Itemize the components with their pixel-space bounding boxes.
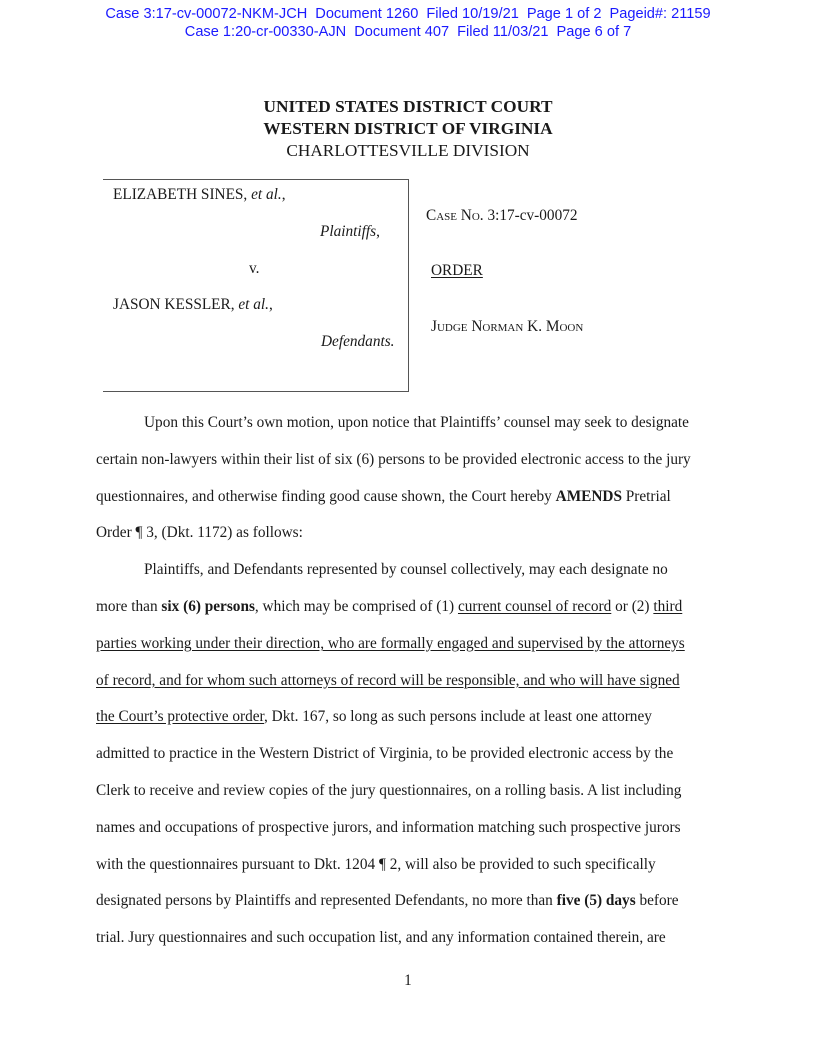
p2-text: or (2): [611, 597, 654, 615]
p2-line-10: [96, 883, 720, 920]
p1-line-3: [96, 479, 720, 516]
p1-line-1: Upon this Court’s own motion, upon notice that Plaintiffs’ counsel may seek to designate: [144, 414, 689, 431]
plaintiffs-label-text: Plaintiffs: [320, 223, 377, 240]
court-district: WESTERN DISTRICT OF VIRGINIA: [263, 119, 553, 138]
p2-line-6: admitted to practice in the Western District of Virginia, to be provided electronic access by the: [96, 745, 674, 763]
plaintiffs-label: [320, 223, 380, 241]
defendant-etal: et al.: [238, 296, 269, 313]
p2-text: , Dkt. 167, so long as such persons include at least one attorney: [264, 708, 652, 726]
filing-stamp-secondary: [0, 24, 816, 41]
defendants-label-text: Defendants.: [321, 333, 395, 350]
defendants-label: [321, 333, 395, 351]
p2-line-4: of record, and for whom such attorneys of record will be responsible, and who will have signed: [96, 671, 680, 689]
page-number: 1: [404, 972, 412, 989]
order-body: [96, 405, 720, 957]
p2-text: before: [635, 892, 679, 910]
stamp-case-number: Case 3:17-cv-00072-NKM-JCH: [105, 6, 308, 22]
plaintiff-etal: et al.: [251, 186, 282, 203]
p2-line-1: Plaintiffs, and Defendants represented by counsel collectively, may each designate no: [144, 561, 668, 579]
stamp-page: Page 1 of 2: [526, 6, 602, 22]
p1-line-2: certain non-lawyers within their list of six (6) persons to be provided electronic access to the jury: [96, 450, 691, 468]
p2-line-5: [96, 699, 720, 736]
p2-text: designated persons by Plaintiffs and represented Defendants, no more than: [96, 892, 557, 910]
stamp-document: Document 1260: [315, 6, 419, 22]
p1-line-3-post: Pretrial: [621, 487, 671, 505]
filing-stamp-primary: [0, 6, 816, 23]
stamp-pageid: Pageid#: 21159: [609, 6, 711, 22]
plaintiff-punct: ,: [281, 186, 286, 203]
plaintiffs-punct: ,: [376, 223, 380, 240]
p1-line-4: Order ¶ 3, (Dkt. 1172) as follows:: [96, 524, 303, 542]
case-number-label: Case No.: [426, 207, 484, 224]
versus: v.: [249, 260, 260, 277]
p2-line-3: parties working under their direction, who are formally engaged and supervised by the attorneys: [96, 634, 685, 652]
p2-line-7: Clerk to receive and review copies of the jury questionnaires, on a rolling basis. A list including: [96, 781, 682, 799]
plaintiff-party: [113, 186, 286, 204]
defendant-party: [113, 296, 273, 314]
amends-emphasis: AMENDS: [555, 487, 622, 505]
p2-line-9: with the questionnaires pursuant to Dkt. 1204 ¶ 2, will also be provided to such specifically: [96, 855, 656, 873]
p2-text: more than: [96, 597, 162, 615]
p2-text: , which may be comprised of (1): [254, 597, 458, 615]
paragraph-1: [96, 405, 720, 552]
judge-name: Judge Norman K. Moon: [431, 318, 584, 335]
p2-line-8: names and occupations of prospective jurors, and information matching such prospective jurors: [96, 818, 681, 836]
court-header: [0, 96, 816, 162]
court-name: UNITED STATES DISTRICT COURT: [263, 97, 553, 116]
order-title: ORDER: [431, 262, 483, 279]
third-parties-underlined: third: [653, 597, 683, 615]
stamp-case-number: Case 1:20-cr-00330-AJN: [184, 24, 347, 40]
plaintiff-name: ELIZABETH SINES,: [113, 186, 248, 203]
protective-order-underlined: the Court’s protective order: [96, 708, 265, 726]
stamp-filed-date: Filed 10/19/21: [426, 6, 519, 22]
current-counsel-underlined: current counsel of record: [457, 597, 612, 615]
case-caption-box: [103, 179, 409, 392]
p2-line-2: [96, 589, 720, 626]
p1-line-3-pre: questionnaires, and otherwise finding good cause shown, the Court hereby: [96, 487, 556, 505]
case-number: 3:17-cv-00072: [487, 207, 578, 224]
stamp-filed-date: Filed 11/03/21: [457, 24, 549, 40]
p2-line-11: trial. Jury questionnaires and such occupation list, and any information contained therein, are: [96, 929, 666, 947]
defendant-punct: ,: [268, 296, 273, 313]
court-division: CHARLOTTESVILLE DIVISION: [286, 141, 530, 160]
six-persons-emphasis: six (6) persons: [161, 597, 255, 615]
paragraph-2: [96, 552, 720, 957]
case-number-line: [426, 207, 578, 225]
stamp-page: Page 6 of 7: [556, 24, 632, 40]
stamp-document: Document 407: [354, 24, 450, 40]
defendant-name: JASON KESSLER,: [113, 296, 235, 313]
five-days-emphasis: five (5) days: [556, 892, 636, 910]
